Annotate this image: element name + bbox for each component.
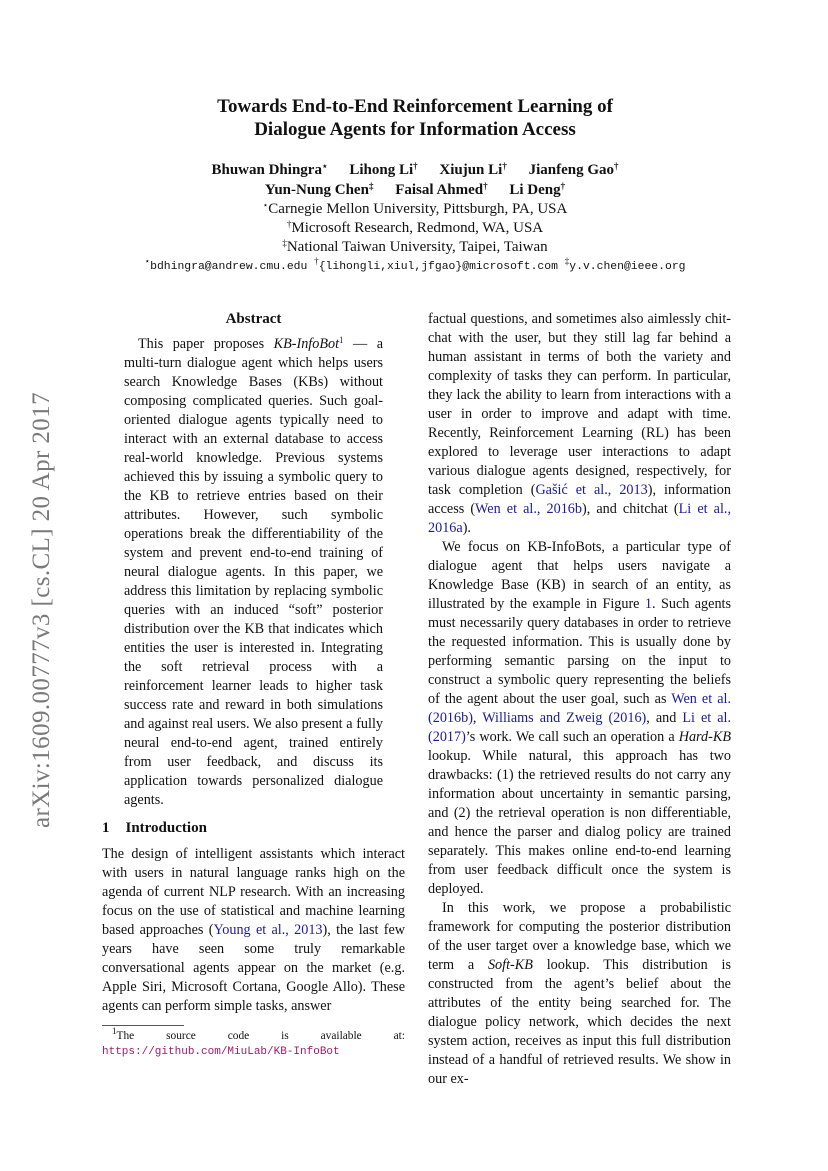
arxiv-stamp [22, 370, 62, 850]
author: Jianfeng Gao† [528, 161, 619, 178]
title-line-1: Towards End-to-End Reinforcement Learning of [217, 96, 613, 117]
author-row-2 [100, 180, 730, 200]
email[interactable]: bdhingra@andrew.cmu.edu [150, 261, 308, 273]
figure-link[interactable]: 1 [644, 596, 652, 612]
paper-title [100, 95, 730, 141]
intro-paragraph: The design of intelligent assistants which interact with users in natural language ranks high on the agenda of current NLP research. With an increasing focus on the use of statistical and machine learning based approaches (Young et al., 2013), the last few years have seen some truly remarkable conversational agents appear on the market (e.g. Apple Siri, Microsoft Cortana, Google Allo). These agents can perform simple tasks, answer [102, 846, 405, 1014]
author: Bhuwan Dhingra⋆ [211, 161, 328, 178]
citation-link[interactable]: Williams and Zweig (2016) [482, 710, 647, 726]
author: Li Deng† [509, 181, 566, 198]
citation-link[interactable]: Wen et al., 2016b [475, 501, 582, 517]
left-column [102, 310, 405, 1060]
author: Lihong Li† [349, 161, 418, 178]
affiliations [100, 200, 730, 257]
affiliation: ⋆Carnegie Mellon University, Pittsburgh, PA, USA [262, 200, 568, 217]
body-paragraph: We focus on KB-InfoBots, a particular type of dialogue agent that helps users navigate a Knowledge Base (KB) in search of an entity, as illustrated by the example in Figure 1. Such agents must necessarily query databases in order to retrieve the requested information. This is usually done by performing semantic parsing on the input to construct a symbolic query representing the beliefs of the agent about the user goal, such as Wen et al. (2016b), Williams and Zweig (2016), and Li et al. (2017)’s work. We call such an operation a Hard-KB lookup. While natural, this approach has two drawbacks: (1) the retrieved results do not carry any information about uncertainty in semantic parsing, and (2) the retrieval operation is non differentiable, and hence the parser and dialog policy are trained separately. This makes online end-to-end learning from user feedback difficult once the system is deployed. [428, 539, 732, 897]
author: Faisal Ahmed† [395, 181, 488, 198]
author: Xiujun Li† [439, 161, 507, 178]
citation-link[interactable]: Gašić et al., 2013 [535, 482, 648, 498]
email-line: ⋆bdhingra@andrew.cmu.edu †{lihongli,xiul,jfgao}@microsoft.com ‡y.v.chen@ieee.org [144, 256, 686, 273]
citation-link[interactable]: Li et al., 2016a [428, 501, 731, 536]
title-line-2: Dialogue Agents for Information Access [254, 119, 576, 140]
author-list [100, 160, 730, 200]
body-paragraph: In this work, we propose a probabilistic framework for computing the posterior distribution of the user target over a knowledge base, which we term a Soft-KB lookup. This distribution is constructed from the agent’s belief about the attributes of the entity being searched for. The dialogue policy network, which decides the next system action, receives as input this full distribution instead of a handful of retrieved results. We show in our ex- [428, 900, 732, 1087]
affiliation: ‡National Taiwan University, Taipei, Taiwan [282, 238, 548, 255]
right-column [428, 310, 731, 1089]
citation-link[interactable]: Wen et al. (2016b) [428, 691, 731, 726]
author-row-1 [100, 160, 730, 180]
arxiv-id: arXiv:1609.00777v3 [cs.CL] 20 Apr 2017 [28, 392, 55, 828]
affiliation: †Microsoft Research, Redmond, WA, USA [286, 219, 544, 236]
footnote-ref[interactable]: 1 [339, 335, 344, 345]
github-link[interactable]: https://github.com/MiuLab/KB-InfoBot [102, 1046, 340, 1058]
section-heading-introduction: 1 Introduction [102, 820, 207, 836]
email[interactable]: y.v.chen@ieee.org [569, 261, 686, 273]
abstract-heading: Abstract [225, 311, 282, 327]
email[interactable]: {lihongli,xiul,jfgao}@microsoft.com [318, 261, 558, 273]
citation-link[interactable]: Young et al., 2013 [213, 922, 323, 938]
footnote: $^1$The source code is available at: https://github.com/MiuLab/KB-InfoBot [102, 1026, 405, 1058]
citation-link[interactable]: Li et al. (2017) [428, 710, 731, 745]
body-paragraph: factual questions, and sometimes also aimlessly chit-chat with the user, but they still lag far behind a human assistant in terms of both the variety and complexity of tasks they can perform. In particular, they lack the ability to learn from interactions with a user in order to improve and adapt with time. Recently, Reinforcement Learning (RL) has been explored to leverage user interactions to adapt various dialogue agents designed, respectively, for task completion (Gašić et al., 2013), information access (Wen et al., 2016b), and chitchat (Li et al., 2016a). [428, 311, 731, 536]
abstract-text: This paper proposes KB-InfoBot$^1$ — a multi-turn dialogue agent which helps users search Knowledge Bases (KBs) without composing complicated queries. Such goal-oriented dialogue agents typically need to interact with an external database to access real-world knowledge. Previous systems achieved this by issuing a symbolic query to the KB to retrieve entries based on their attributes. However, such symbolic operations break the differentiability of the system and prevent end-to-end training of neural dialogue agents. In this paper, we address this limitation by replacing symbolic queries with an induced “soft” posterior distribution over the KB that indicates which entities the user is interested in. Integrating the soft retrieval process with a reinforcement learner leads to higher task success rate and reward in both simulations and against real users. We also present a fully neural end-to-end agent, trained entirely from user feedback, and discuss its application towards personalized dialogue agents. [124, 335, 383, 808]
author: Yun-Nung Chen‡ [264, 181, 374, 198]
